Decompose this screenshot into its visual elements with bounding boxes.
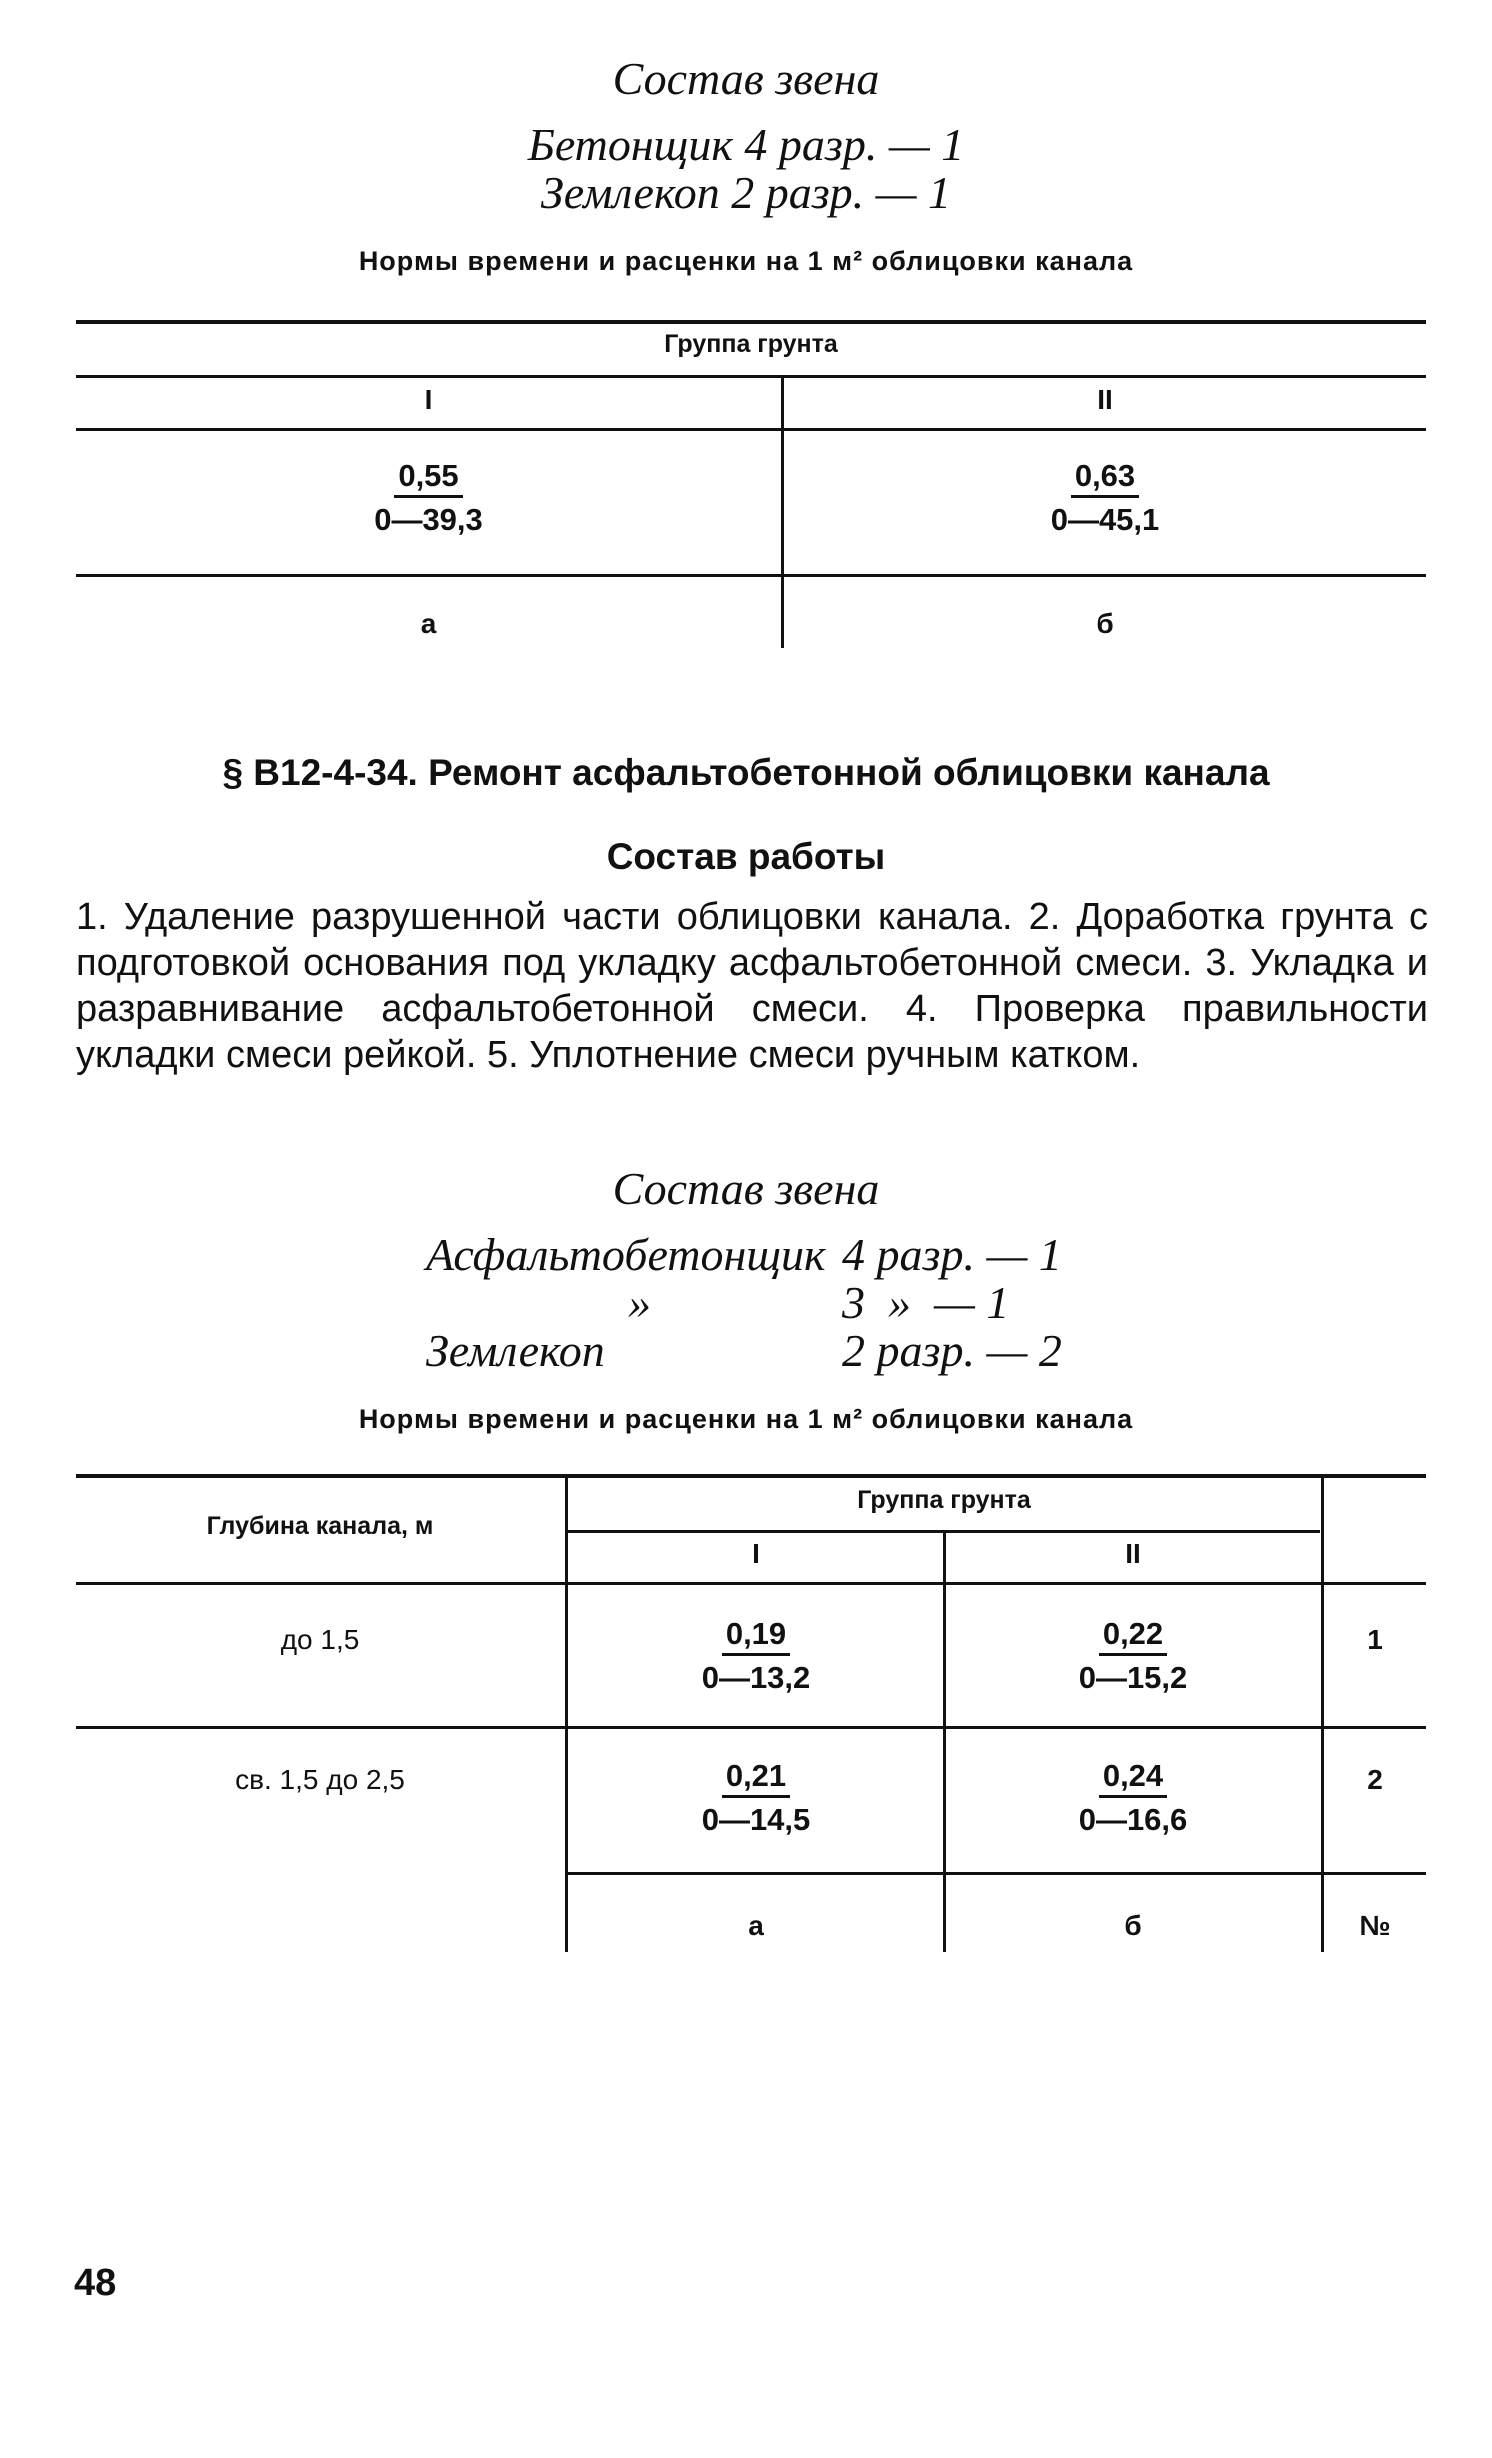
table-cell-value: $\frac{0,24}{0—16,6}$ <box>1078 1758 1188 1837</box>
table-rule <box>568 1872 1426 1875</box>
crew-title: Состав звена <box>612 53 880 104</box>
table-rule <box>76 1582 1426 1585</box>
table-group-header: Группа грунта <box>857 1486 1031 1514</box>
work-description: 1. Удаление разрушенной части облицовки канала. 2. Доработка грунта с подготовкой основания под укладку асфальтобетонной смеси. 3. Укладка и разравнивание асфальтобетонной смеси. 4. Проверка правильности укладки смеси рейкой. 5. Уплотнение смеси ручным катком. <box>76 896 1428 1076</box>
table-cell-value: $\frac{0,63}{0—45,1}$ <box>1050 458 1160 537</box>
table-col-header: I <box>424 384 433 415</box>
table-column-divider <box>1321 1478 1324 1952</box>
crew-member-grade: 3 » — 1 <box>842 1277 1010 1328</box>
table-depth: до 1,5 <box>280 1624 360 1655</box>
table-column-divider <box>565 1478 568 1952</box>
table-cell-value: $\frac{0,19}{0—13,2}$ <box>701 1616 811 1695</box>
work-title: Состав работы <box>606 836 886 877</box>
table-rule <box>76 320 1426 324</box>
table-letter: б <box>1124 1910 1142 1941</box>
crew-member-name: » <box>628 1277 651 1328</box>
table-row-header: Глубина канала, м <box>206 1512 434 1540</box>
section-title: § В12-4-34. Ремонт асфальтобетонной облицовки канала <box>222 752 1270 793</box>
table-caption-1: Нормы времени и расценки на 1 м² облицовки канала <box>358 246 1134 276</box>
crew-member-name: Землекоп <box>426 1325 605 1376</box>
table-col-header: II <box>1097 384 1113 415</box>
table-depth: св. 1,5 до 2,5 <box>235 1764 405 1795</box>
table-rule <box>76 1726 1426 1729</box>
crew-line-2: Землекоп 2 разр. — 1 <box>540 167 952 218</box>
page-number: 48 <box>74 2262 117 2304</box>
table-caption-2: Нормы времени и расценки на 1 м² облицовки канала <box>358 1404 1134 1434</box>
table-letter: а <box>748 1910 764 1941</box>
table-no-label: № <box>1359 1910 1391 1941</box>
crew-title-2: Состав звена <box>612 1163 880 1214</box>
crew-member-grade: 2 разр. — 2 <box>842 1325 1062 1376</box>
table-col-header: II <box>1125 1538 1141 1569</box>
table-cell-value: $\frac{0,22}{0—15,2}$ <box>1078 1616 1188 1695</box>
table-rule <box>76 428 1426 431</box>
table-rule <box>76 375 1426 378</box>
table-column-divider <box>781 378 784 648</box>
crew-member-grade: 4 разр. — 1 <box>842 1229 1062 1280</box>
table-group-header: Группа грунта <box>664 330 838 358</box>
table-row-number: 2 <box>1367 1764 1383 1795</box>
table-row-number: 1 <box>1367 1624 1383 1655</box>
table-rule <box>76 1474 1426 1478</box>
table-rule <box>76 574 1426 577</box>
table-col-header: I <box>752 1538 760 1569</box>
table-letter: б <box>1096 608 1114 639</box>
table-cell-value: $\frac{0,55}{0—39,3}$ <box>374 458 483 537</box>
table-cell-value: $\frac{0,21}{0—14,5}$ <box>701 1758 811 1837</box>
crew-line-1: Бетонщик 4 разр. — 1 <box>527 119 965 170</box>
crew-member-name: Асфальтобетонщик <box>426 1229 826 1280</box>
table-letter: а <box>420 608 437 639</box>
table-column-divider <box>943 1533 946 1952</box>
